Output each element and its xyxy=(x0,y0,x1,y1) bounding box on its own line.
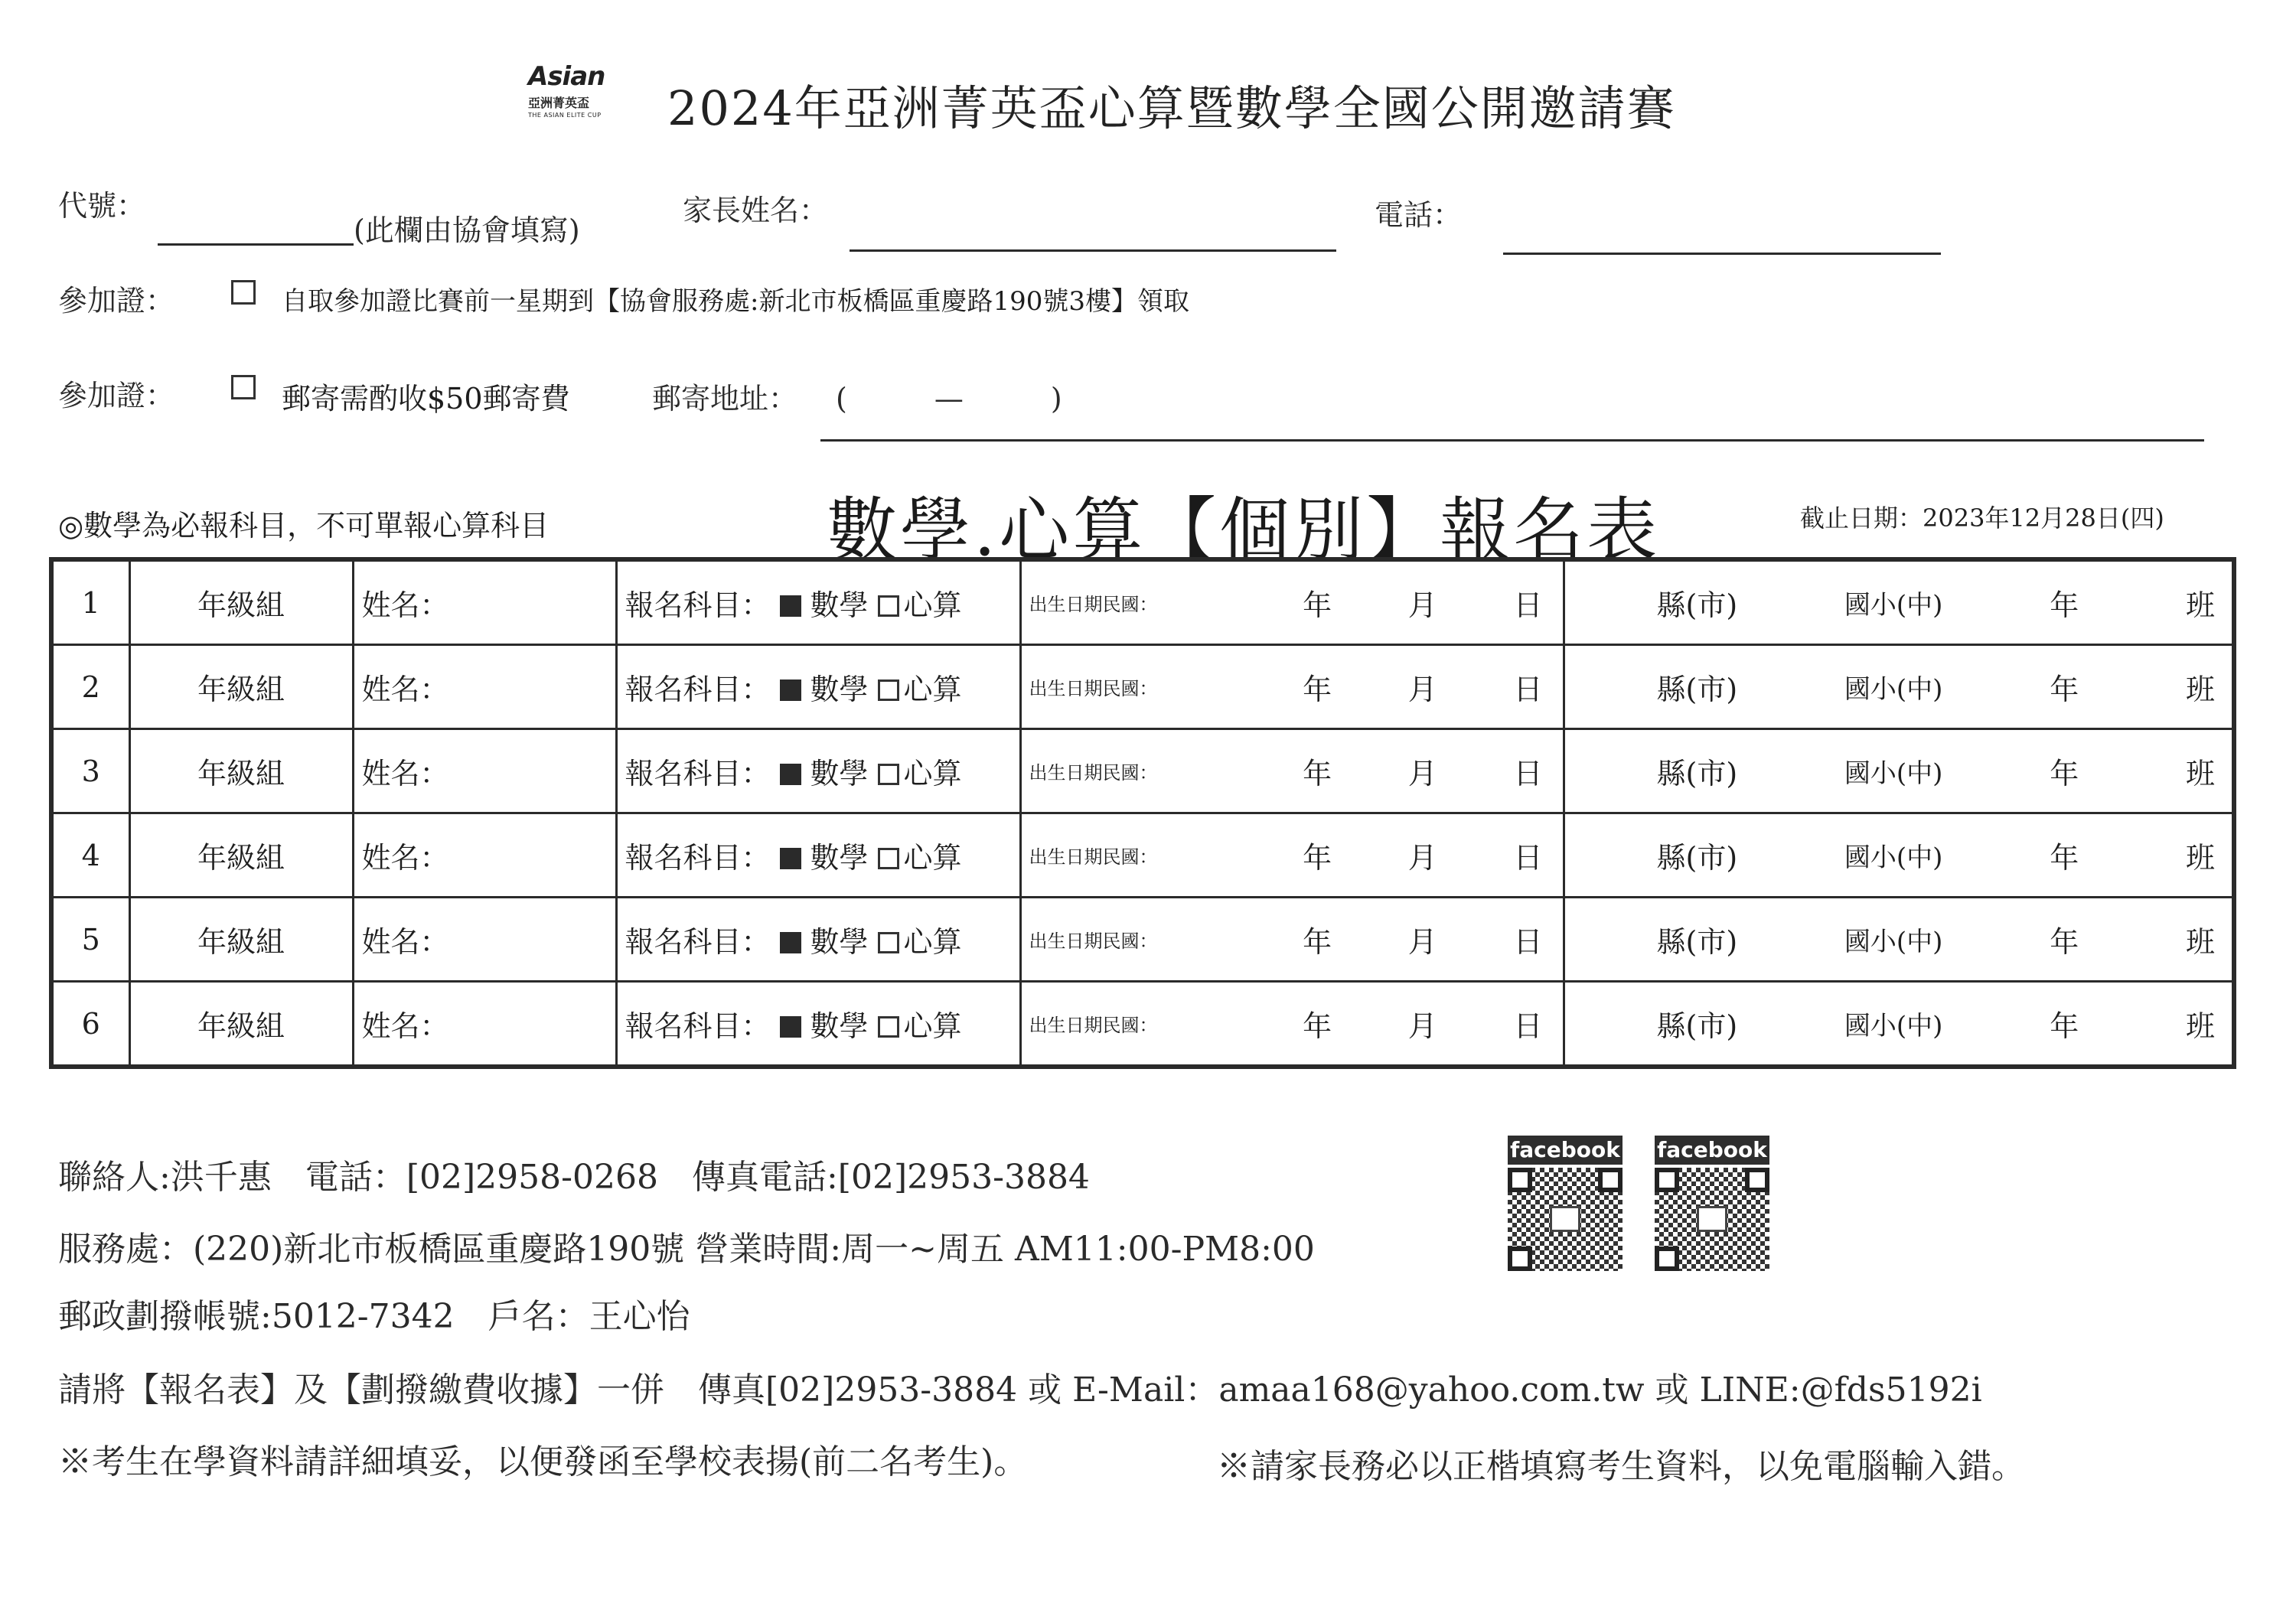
abacus-checkbox[interactable] xyxy=(878,595,899,617)
birth-year-label: 年 xyxy=(1303,925,1332,959)
name-label: 姓名： xyxy=(361,925,449,959)
birth-day-label: 日 xyxy=(1513,588,1543,622)
subject-label: 報名科目： xyxy=(625,841,771,875)
row-number: 2 xyxy=(51,645,129,729)
abacus-label: 心算 xyxy=(903,673,962,706)
asian-elite-cup-logo xyxy=(528,61,612,122)
birthdate-field[interactable] xyxy=(1020,982,1564,1067)
parent-name-field[interactable] xyxy=(850,249,1336,252)
math-checkbox-checked[interactable] xyxy=(780,848,801,869)
school-field[interactable] xyxy=(1564,645,2234,729)
parent-note: ※請家長務必以正楷填寫考生資料，以免電腦輸入錯。 xyxy=(1217,1447,2025,1486)
abacus-checkbox[interactable] xyxy=(878,1016,899,1038)
table-row xyxy=(51,813,2234,898)
county-label: 縣(市) xyxy=(1656,757,1738,790)
birth-year-label: 年 xyxy=(1303,1009,1332,1043)
student-name-field[interactable] xyxy=(353,559,616,645)
school-field[interactable] xyxy=(1564,982,2234,1067)
code-label: 代號： xyxy=(58,189,146,223)
name-label: 姓名： xyxy=(361,1009,449,1043)
birthdate-label: 出生日期民國： xyxy=(1029,930,1158,952)
abacus-label: 心算 xyxy=(903,1009,962,1043)
page-title: 2024年亞洲菁英盃心算暨數學全國公開邀請賽 xyxy=(667,80,1676,136)
birthdate-field[interactable] xyxy=(1020,729,1564,813)
table-row xyxy=(51,559,2234,645)
table-row xyxy=(51,645,2234,729)
row-number: 1 xyxy=(51,559,129,645)
birthdate-field[interactable] xyxy=(1020,559,1564,645)
school-field[interactable] xyxy=(1564,729,2234,813)
birth-month-label: 月 xyxy=(1407,925,1437,959)
office-line: 服務處：(220)新北市板橋區重慶路190號 營業時間:周一~周五 AM11:00-PM8:00 xyxy=(58,1230,1315,1269)
subject-label: 報名科目： xyxy=(625,588,771,622)
county-label: 縣(市) xyxy=(1656,1009,1738,1043)
class-label: 班 xyxy=(2185,757,2215,790)
county-label: 縣(市) xyxy=(1656,588,1738,622)
school-level-label: 國小(中) xyxy=(1844,674,1943,705)
subject-field xyxy=(616,559,1020,645)
grade-label: 年級組 xyxy=(197,1009,285,1043)
county-label: 縣(市) xyxy=(1656,841,1738,875)
birth-year-label: 年 xyxy=(1303,588,1332,622)
class-label: 班 xyxy=(2185,925,2215,959)
permit-label-pickup: 參加證： xyxy=(58,284,175,318)
subject-label: 報名科目： xyxy=(625,925,771,959)
school-level-label: 國小(中) xyxy=(1844,590,1943,621)
facebook-label-1: facebook xyxy=(1508,1136,1623,1165)
pickup-option-text: 自取參加證比賽前一星期到【協會服務處:新北市板橋區重慶路190號3樓】領取 xyxy=(282,286,1189,317)
student-name-field[interactable] xyxy=(353,898,616,982)
facebook-label-2: facebook xyxy=(1655,1136,1769,1165)
phone-label: 電話： xyxy=(1375,198,1463,232)
school-level-label: 國小(中) xyxy=(1844,842,1943,873)
birth-year-label: 年 xyxy=(1303,757,1332,790)
logo-mark: Asian xyxy=(528,61,605,92)
math-checkbox-checked[interactable] xyxy=(780,1016,801,1038)
math-label: 數學 xyxy=(810,588,869,622)
subject-label: 報名科目： xyxy=(625,673,771,706)
subject-field xyxy=(616,982,1020,1067)
birth-month-label: 月 xyxy=(1407,841,1437,875)
birth-month-label: 月 xyxy=(1407,588,1437,622)
math-checkbox-checked[interactable] xyxy=(780,680,801,701)
facebook-qr-1[interactable] xyxy=(1508,1136,1623,1271)
abacus-label: 心算 xyxy=(903,588,962,622)
school-field[interactable] xyxy=(1564,898,2234,982)
abacus-label: 心算 xyxy=(903,841,962,875)
birthdate-label: 出生日期民國： xyxy=(1029,762,1158,784)
birth-day-label: 日 xyxy=(1513,757,1543,790)
submission-line: 請將【報名表】及【劃撥繳費收據】一併 傳真[02]2953-3884 或 E-Mail：amaa168@yahoo.com.tw 或 LINE:@fds5192i xyxy=(58,1370,1982,1410)
qr-code-icon xyxy=(1508,1168,1623,1271)
school-year-label: 年 xyxy=(2050,925,2079,959)
subject-field xyxy=(616,729,1020,813)
contact-line: 聯絡人:洪千惠 電話：[02]2958-0268 傳真電話:[02]2953-3884 xyxy=(58,1158,1090,1197)
class-label: 班 xyxy=(2185,1009,2215,1043)
school-year-label: 年 xyxy=(2050,588,2079,622)
birthdate-field[interactable] xyxy=(1020,898,1564,982)
facebook-qr-2[interactable] xyxy=(1655,1136,1769,1271)
abacus-label: 心算 xyxy=(903,925,962,959)
code-field[interactable] xyxy=(158,243,354,246)
birth-day-label: 日 xyxy=(1513,673,1543,706)
math-label: 數學 xyxy=(810,925,869,959)
subject-label: 報名科目： xyxy=(625,757,771,790)
table-row xyxy=(51,729,2234,813)
pickup-checkbox[interactable] xyxy=(231,280,256,305)
student-name-field[interactable] xyxy=(353,982,616,1067)
grade-field[interactable] xyxy=(129,645,353,729)
class-label: 班 xyxy=(2185,673,2215,706)
birthdate-label: 出生日期民國： xyxy=(1029,1015,1158,1036)
math-label: 數學 xyxy=(810,841,869,875)
math-label: 數學 xyxy=(810,757,869,790)
abacus-label: 心算 xyxy=(903,757,962,790)
birth-day-label: 日 xyxy=(1513,925,1543,959)
math-label: 數學 xyxy=(810,1009,869,1043)
mail-address-label: 郵寄地址： xyxy=(652,382,798,416)
grade-field[interactable] xyxy=(129,898,353,982)
county-label: 縣(市) xyxy=(1656,673,1738,706)
name-label: 姓名： xyxy=(361,588,449,622)
subject-label: 報名科目： xyxy=(625,1009,771,1043)
name-label: 姓名： xyxy=(361,673,449,706)
grade-label: 年級組 xyxy=(197,588,285,622)
grade-field[interactable] xyxy=(129,982,353,1067)
grade-label: 年級組 xyxy=(197,673,285,706)
birth-month-label: 月 xyxy=(1407,1009,1437,1043)
table-row xyxy=(51,982,2234,1067)
mail-address-paren: ( — ) xyxy=(836,382,1062,416)
birth-month-label: 月 xyxy=(1407,757,1437,790)
math-required-note: ◎數學為必報科目，不可單報心算科目 xyxy=(58,509,550,543)
grade-label: 年級組 xyxy=(197,841,285,875)
mail-checkbox[interactable] xyxy=(231,375,256,399)
birthdate-field[interactable] xyxy=(1020,645,1564,729)
school-year-label: 年 xyxy=(2050,841,2079,875)
birthdate-label: 出生日期民國： xyxy=(1029,678,1158,699)
student-name-field[interactable] xyxy=(353,729,616,813)
name-label: 姓名： xyxy=(361,757,449,790)
table-row xyxy=(51,898,2234,982)
class-label: 班 xyxy=(2185,841,2215,875)
math-checkbox-checked[interactable] xyxy=(780,932,801,953)
mail-option-text: 郵寄需酌收$50郵寄費 xyxy=(282,382,570,416)
math-checkbox-checked[interactable] xyxy=(780,764,801,785)
birthdate-label: 出生日期民國： xyxy=(1029,846,1158,868)
parent-name-label: 家長姓名： xyxy=(683,194,829,227)
school-level-label: 國小(中) xyxy=(1844,758,1943,789)
birthdate-label: 出生日期民國： xyxy=(1029,594,1158,615)
qr-code-icon xyxy=(1655,1168,1769,1271)
deadline: 截止日期：2023年12月28日(四) xyxy=(1800,504,2164,533)
subject-field xyxy=(616,898,1020,982)
school-level-label: 國小(中) xyxy=(1844,1011,1943,1041)
birth-year-label: 年 xyxy=(1303,841,1332,875)
row-number: 6 xyxy=(51,982,129,1067)
school-field[interactable] xyxy=(1564,813,2234,898)
abacus-checkbox[interactable] xyxy=(878,764,899,785)
math-checkbox-checked[interactable] xyxy=(780,595,801,617)
student-name-field[interactable] xyxy=(353,645,616,729)
row-number: 3 xyxy=(51,729,129,813)
birth-year-label: 年 xyxy=(1303,673,1332,706)
row-number: 4 xyxy=(51,813,129,898)
school-year-label: 年 xyxy=(2050,757,2079,790)
abacus-checkbox[interactable] xyxy=(878,680,899,701)
birth-month-label: 月 xyxy=(1407,673,1437,706)
code-note: (此欄由協會填寫) xyxy=(354,213,580,247)
grade-label: 年級組 xyxy=(197,925,285,959)
abacus-checkbox[interactable] xyxy=(878,932,899,953)
school-level-label: 國小(中) xyxy=(1844,927,1943,957)
registration-table xyxy=(49,557,2236,1069)
math-label: 數學 xyxy=(810,673,869,706)
student-info-note: ※考生在學資料請詳細填妥，以便發函至學校表揚(前二名考生)。 xyxy=(58,1442,1028,1481)
abacus-checkbox[interactable] xyxy=(878,848,899,869)
permit-label-mail: 參加證： xyxy=(58,379,175,412)
county-label: 縣(市) xyxy=(1656,925,1738,959)
subject-field xyxy=(616,645,1020,729)
subject-field xyxy=(616,813,1020,898)
grade-field[interactable] xyxy=(129,559,353,645)
school-year-label: 年 xyxy=(2050,1009,2079,1043)
birthdate-field[interactable] xyxy=(1020,813,1564,898)
birth-day-label: 日 xyxy=(1513,841,1543,875)
class-label: 班 xyxy=(2185,588,2215,622)
school-year-label: 年 xyxy=(2050,673,2079,706)
registration-rows xyxy=(51,559,2234,1067)
form-title: 數學.心算【個別】報名表 xyxy=(827,490,1661,572)
phone-field[interactable] xyxy=(1503,253,1941,255)
grade-label: 年級組 xyxy=(197,757,285,790)
birth-day-label: 日 xyxy=(1513,1009,1543,1043)
postal-account-line: 郵政劃撥帳號:5012-7342 戶名：王心怡 xyxy=(58,1297,690,1336)
name-label: 姓名： xyxy=(361,841,449,875)
logo-chinese: 亞洲菁英盃 xyxy=(528,96,590,110)
grade-field[interactable] xyxy=(129,729,353,813)
logo-english: THE ASIAN ELITE CUP xyxy=(528,112,602,119)
student-name-field[interactable] xyxy=(353,813,616,898)
mail-address-field[interactable] xyxy=(820,439,2204,442)
grade-field[interactable] xyxy=(129,813,353,898)
row-number: 5 xyxy=(51,898,129,982)
school-field[interactable] xyxy=(1564,559,2234,645)
